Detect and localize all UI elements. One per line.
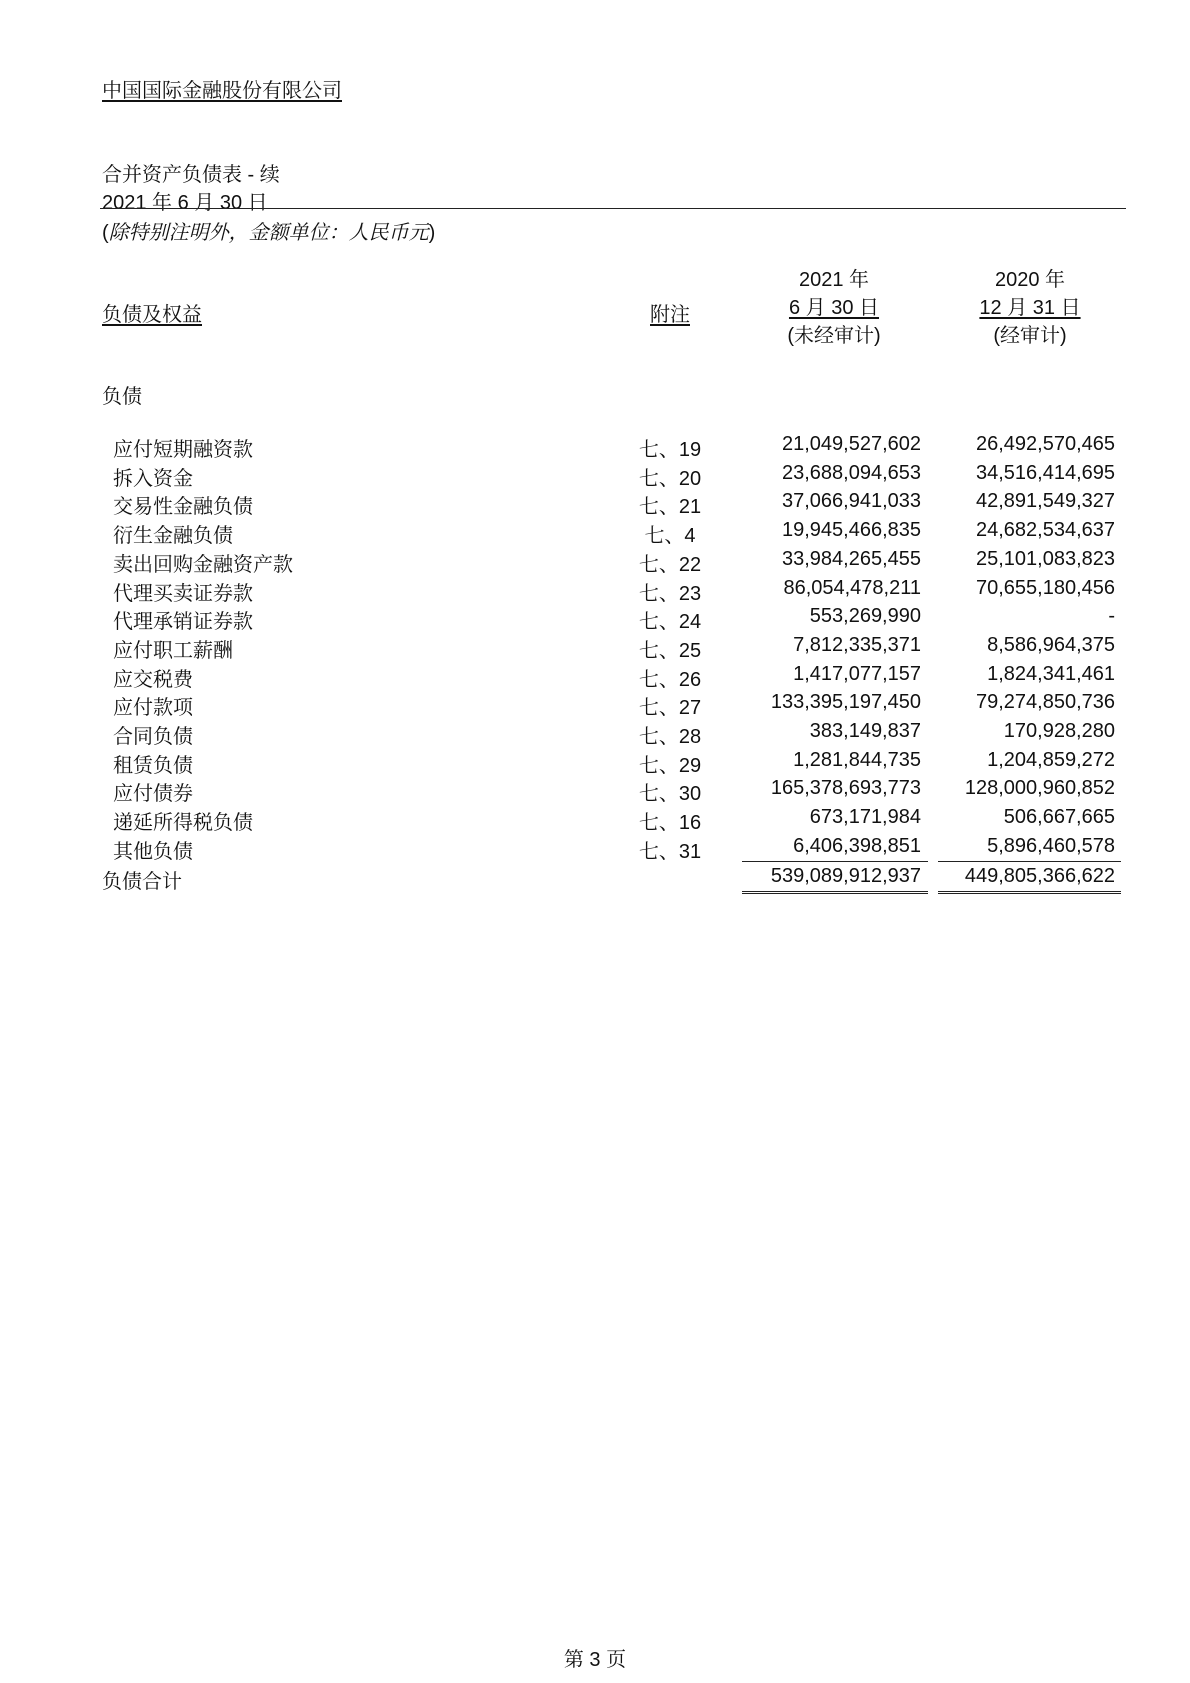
table-row (0, 490, 1190, 519)
row-value-2020: - (1108, 605, 1115, 628)
row-label: 衍生金融负债 (113, 525, 233, 548)
row-value-2021: 21,049,527,602 (781, 433, 921, 455)
column-header-note: 附注 (650, 304, 690, 326)
row-note: 七、25 (638, 639, 702, 662)
row-value-2020: 25,101,083,823 (975, 547, 1115, 570)
units-note: (除特别注明外，金额单位：人民币元) (102, 222, 436, 244)
subtotal-rule-2020 (938, 861, 1121, 862)
row-value-2021: 7,812,335,371 (793, 633, 921, 656)
row-value-2021: 33,984,265,455 (781, 547, 921, 570)
row-value-2020: 128,000,960,852 (964, 777, 1115, 800)
statement-title: 合并资产负债表 - 续 (102, 164, 280, 186)
table-row (0, 634, 1190, 663)
page-number: 第 3 页 (563, 1649, 627, 1671)
row-note: 七、21 (638, 496, 702, 519)
row-note: 七、23 (638, 582, 702, 605)
row-label: 卖出回购金融资产款 (113, 553, 293, 576)
row-value-2021: 1,281,844,735 (793, 748, 921, 771)
table-row (0, 835, 1190, 864)
row-note: 七、28 (638, 726, 702, 748)
row-note: 七、24 (638, 611, 702, 634)
row-note: 七、26 (638, 668, 702, 691)
row-value-2020: 79,274,850,736 (975, 691, 1115, 714)
table-row (0, 462, 1190, 491)
row-label: 拆入资金 (113, 467, 193, 490)
row-value-2020: 170,928,280 (1003, 720, 1115, 742)
row-value-2020: 506,667,665 (1003, 806, 1115, 829)
row-note: 七、20 (638, 467, 702, 490)
row-value-2021: 86,054,478,211 (783, 576, 921, 599)
statement-date: 2021 年 6 月 30 日 (102, 192, 268, 214)
row-label: 应付职工薪酬 (113, 639, 233, 662)
row-note: 七、22 (638, 553, 702, 576)
header-rule (100, 208, 1126, 209)
column-header-2020: 2020 年 12 月 31 日 (经审计) (979, 269, 1081, 347)
row-note: 七、27 (638, 697, 702, 720)
table-row (0, 577, 1190, 606)
column-header-2021: 2021 年 6 月 30 日 (未经审计) (787, 269, 881, 347)
company-name: 中国国际金融股份有限公司 (102, 80, 342, 102)
row-value-2020: 1,204,859,272 (987, 748, 1115, 771)
row-note: 七、29 (638, 754, 702, 777)
row-value-2021: 383,149,837 (809, 720, 921, 742)
row-label: 交易性金融负债 (113, 496, 253, 519)
total-2020: 449,805,366,622 (964, 865, 1115, 887)
table-row (0, 433, 1190, 462)
row-note: 七、31 (638, 840, 702, 863)
row-label: 递延所得税负债 (113, 812, 253, 835)
row-label: 代理承销证券款 (113, 611, 253, 634)
column-header-label: 负债及权益 (102, 304, 202, 326)
table-row (0, 691, 1190, 720)
row-label: 代理买卖证券款 (113, 582, 253, 605)
row-value-2020: 70,655,180,456 (975, 576, 1115, 599)
table-row (0, 605, 1190, 634)
row-label: 合同负债 (113, 726, 193, 748)
total-double-rule-2021 (742, 891, 928, 894)
row-note: 七、16 (638, 812, 702, 835)
row-value-2021: 133,395,197,450 (770, 691, 921, 714)
table-row (0, 720, 1190, 749)
row-value-2021: 23,688,094,653 (781, 461, 921, 484)
row-note: 七、4 (644, 525, 696, 548)
total-label: 负债合计 (102, 871, 182, 893)
row-value-2021: 6,406,398,851 (793, 834, 921, 857)
section-liabilities: 负债 (102, 386, 142, 408)
total-2021: 539,089,912,937 (770, 865, 921, 887)
row-value-2021: 1,417,077,157 (793, 662, 921, 685)
table-row (0, 806, 1190, 835)
row-value-2021: 673,171,984 (809, 806, 921, 829)
row-value-2020: 26,492,570,465 (975, 433, 1115, 455)
row-value-2020: 1,824,341,461 (987, 662, 1115, 685)
row-label: 其他负债 (113, 840, 193, 863)
row-label: 租赁负债 (113, 754, 193, 777)
row-value-2020: 5,896,460,578 (987, 834, 1115, 857)
table-row (0, 663, 1190, 692)
subtotal-rule-2021 (742, 861, 928, 862)
table-row (0, 519, 1190, 548)
total-double-rule-2020 (938, 891, 1121, 894)
row-label: 应付债券 (113, 783, 193, 806)
row-value-2020: 34,516,414,695 (975, 461, 1115, 484)
row-value-2021: 19,945,466,835 (781, 519, 921, 542)
row-label: 应付短期融资款 (113, 439, 253, 461)
row-note: 七、19 (638, 439, 702, 461)
table-row (0, 749, 1190, 778)
row-label: 应交税费 (113, 668, 193, 691)
row-value-2021: 553,269,990 (809, 605, 921, 628)
units-text: 除特别注明外，金额单位：人民币元 (108, 222, 429, 244)
table-row (0, 777, 1190, 806)
row-label: 应付款项 (113, 697, 193, 720)
row-value-2021: 165,378,693,773 (770, 777, 921, 800)
row-note: 七、30 (638, 783, 702, 806)
row-value-2020: 24,682,534,637 (975, 519, 1115, 542)
table-row (0, 548, 1190, 577)
row-value-2020: 8,586,964,375 (987, 633, 1115, 656)
row-value-2020: 42,891,549,327 (975, 490, 1115, 513)
row-value-2021: 37,066,941,033 (781, 490, 921, 513)
